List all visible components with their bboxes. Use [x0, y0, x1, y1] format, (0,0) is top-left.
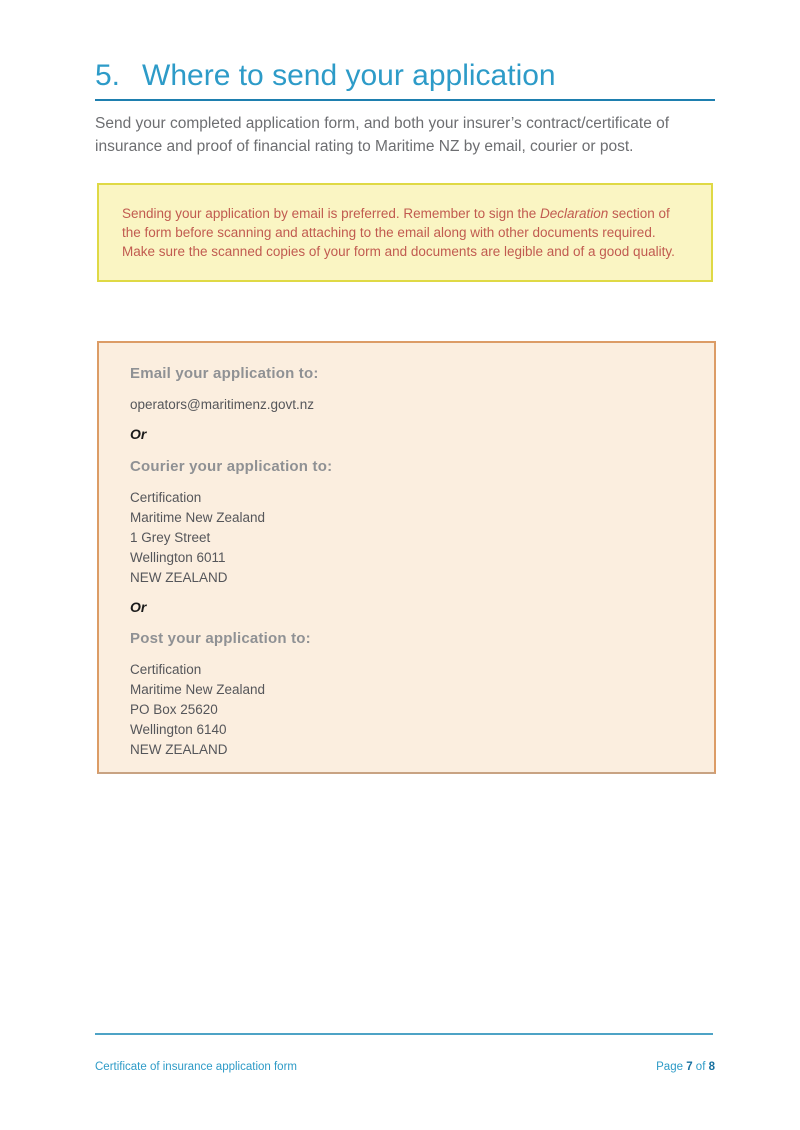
section-number: 5. — [95, 59, 121, 92]
footer-document-title: Certificate of insurance application form — [95, 1061, 297, 1073]
post-address — [130, 660, 684, 760]
address-line: Certification — [130, 490, 202, 505]
section-heading — [95, 58, 715, 101]
contact-details-box — [97, 341, 716, 774]
or-separator: Or — [130, 426, 147, 442]
or-separator: Or — [130, 599, 147, 615]
note-text-start: Sending your application by email is preferred. Remember to sign the — [122, 206, 540, 221]
address-line: Certification — [130, 662, 202, 677]
footer — [95, 1061, 715, 1073]
note-text-end: section of the form before scanning and attaching to the email along with other documents required. Make sure the scanned copies of your form and documents are legible and of a good quality. — [122, 206, 675, 259]
courier-address — [130, 488, 684, 588]
address-line: NEW ZEALAND — [130, 742, 228, 757]
page-current: 7 — [686, 1061, 693, 1073]
page-number — [656, 1061, 715, 1073]
address-line: Maritime New Zealand — [130, 510, 266, 525]
address-line: Wellington 6011 — [130, 550, 226, 565]
of-label: of — [695, 1061, 706, 1073]
intro-paragraph: Send your completed application form, and both your insurer’s contract/certificate of insurance and proof of financial rating to Maritime NZ by email, courier or post. — [95, 115, 670, 155]
address-line: Wellington 6140 — [130, 722, 227, 737]
address-line: PO Box 25620 — [130, 702, 218, 717]
footer-rule — [95, 1033, 713, 1035]
address-line: NEW ZEALAND — [130, 570, 228, 585]
page-total: 8 — [708, 1061, 715, 1073]
email-address: operators@maritimenz.govt.nz — [130, 397, 315, 412]
section-title: Where to send your application — [142, 59, 556, 92]
note-declaration-italic: Declaration — [539, 206, 609, 221]
address-line: 1 Grey Street — [130, 530, 211, 545]
email-heading: Email your application to: — [130, 365, 319, 382]
post-heading: Post your application to: — [130, 630, 311, 647]
page-label: Page — [656, 1061, 683, 1073]
email-preferred-note — [97, 183, 713, 282]
courier-heading: Courier your application to: — [130, 458, 333, 475]
address-line: Maritime New Zealand — [130, 682, 266, 697]
